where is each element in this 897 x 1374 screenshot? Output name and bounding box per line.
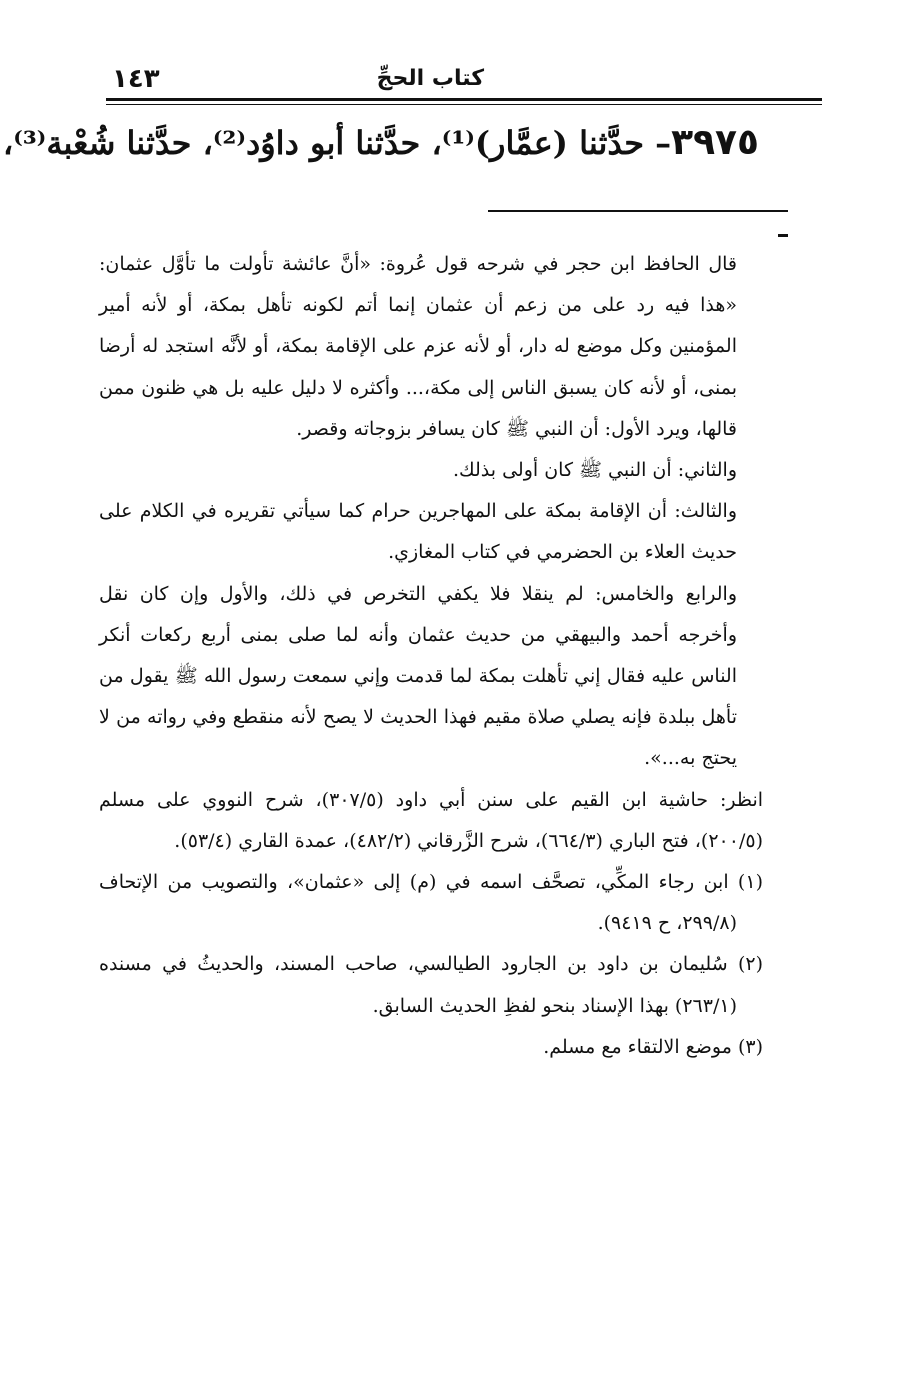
footnote-2: (٢) سُليمان بن داود بن الجارود الطيالسي، صاحب المسند، والحديثُ في مسنده (٢٦٣/١) بهذا الإسناد بنحو لفظِ الحديث السابق. (99, 953, 763, 1017)
hadith-line (2, 118, 759, 168)
references-paragraph: انظر: حاشية ابن القيم على سنن أبي داود (٣٠٧/٥)، شرح النووي على مسلم (٢٠٠/٥)، فتح الباري (٦٦٤/٣)، شرح الزَّرقاني (٤٨٢/٢)، عمدة القاري (٥٣/٤). (99, 788, 764, 852)
book-title: كتاب الحجِّ (376, 66, 484, 91)
note-paragraph: والثاني: أن النبي ﷺ كان أولى بذلك. (452, 459, 737, 482)
page-number: ١٤٣ (112, 64, 160, 94)
note-paragraph: والرابع والخامس: لم ينقلا فلا يكفي التخرص في ذلك، والأول وإن كان نقل وأخرجه أحمد والبيهقي من حديث عثمان وأنه لما صلى بمنى أربع ركعات أنكر الناس عليه فقال إني تأهلت بمكة لما قدمت وإني سمعت رسول الله ﷺ يقول من تأهل ببلدة فإنه يصلي صلاة مقيم فهذا الحديث لا يصح لأنه منقطع وفي رواته من لا يحتج به...». (99, 582, 737, 770)
footnote-1: (١) ابن رجاء المكِّي، تصحَّف اسمه في (م) إلى «عثمان»، والتصويب من الإتحاف (٢٩٩/٨، ح ٩٤١٩). (99, 871, 763, 935)
header-rule (106, 98, 822, 101)
hadith-number: ٣٩٧٥ (671, 122, 759, 163)
footnote-3: (٣) موضع الالتقاء مع مسلم. (543, 1035, 763, 1058)
header-rule-thin (106, 104, 822, 105)
hadith-text: – حدَّثنا (عمَّار)⁽¹⁾، حدَّثنا أبو داوُد⁽²⁾، حدَّثنا شُعْبة⁽³⁾، (2, 124, 672, 162)
footnote-separator (488, 210, 788, 212)
continuation-mark (778, 234, 788, 237)
note-paragraph: والثالث: أن الإقامة بمكة على المهاجرين حرام كما سيأتي تقريره في الكلام على حديث العلاء بن الحضرمي في كتاب المغازي. (99, 500, 737, 564)
note-paragraph: قال الحافظ ابن حجر في شرحه قول عُروة: «أنَّ عائشة تأولت ما تأوَّل عثمان: «هذا فيه رد على من زعم أن عثمان إنما أتم لكونه تأهل بمكة، أو لأنه أمير المؤمنين وكل موضع له دار، أو لأنه عزم على الإقامة بمكة، أو لأنَّه استجد له أرضا بمنى، أو لأنه كان يسبق الناس إلى مكة،... وأكثره لا دليل عليه بل هي ظنون ممن قالها، ويرد الأول: أن النبي ﷺ كان يسافر بزوجاته وقصر. (99, 253, 737, 440)
footnotes-area (99, 244, 763, 1068)
running-header (104, 64, 822, 100)
